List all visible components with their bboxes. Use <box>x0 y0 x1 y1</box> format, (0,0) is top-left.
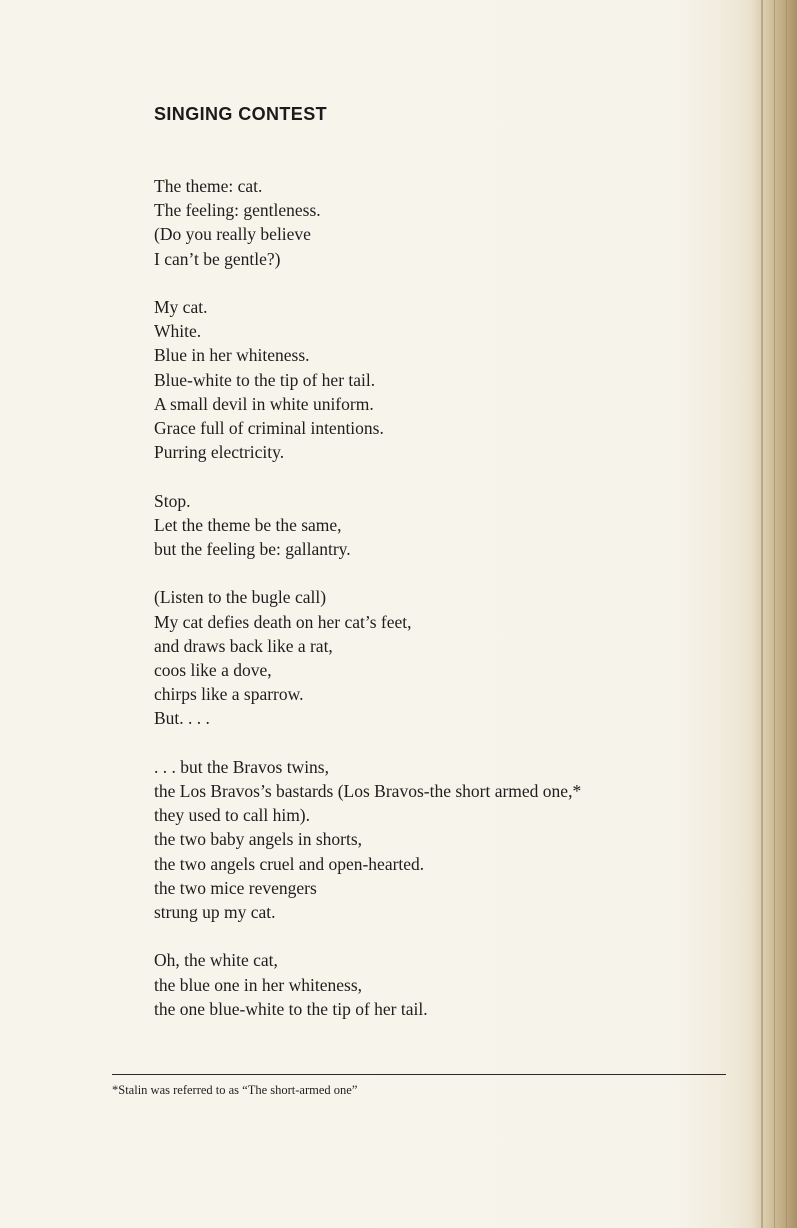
poem-line: Stop. <box>154 490 191 511</box>
poem-line: but the feeling be: gallantry. <box>154 539 351 560</box>
poem-line: the two baby angels in shorts, <box>154 829 363 850</box>
stanza <box>154 585 744 730</box>
poem-line: My cat defies death on her cat’s feet, <box>154 611 412 632</box>
page-edge-line <box>786 0 787 1228</box>
poem-line: The theme: cat. <box>154 176 263 196</box>
poem-body <box>154 174 744 1045</box>
footnote: *Stalin was referred to as “The short-armed one” <box>112 1083 358 1097</box>
poem-line: Blue-white to the tip of her tail. <box>154 369 376 390</box>
poem-line: chirps like a sparrow. <box>154 684 304 705</box>
poem-line: Purring electricity. <box>154 442 285 463</box>
stanza <box>154 489 744 562</box>
poem-line: the two angels cruel and open-hearted. <box>154 853 425 874</box>
poem-line: The feeling: gentleness. <box>154 200 321 221</box>
poem-line: strung up my cat. <box>154 902 276 923</box>
poem-line: But. . . . <box>154 708 210 729</box>
poem-line: the Los Bravos’s bastards (Los Bravos-the short armed one,* <box>154 781 582 802</box>
stanza <box>154 948 744 1021</box>
poem-line: Grace full of criminal intentions. <box>154 418 384 439</box>
poem-line: (Do you really believe <box>154 224 311 245</box>
stanza <box>154 755 744 924</box>
page-binding-edge <box>751 0 797 1228</box>
poem-line: . . . but the Bravos twins, <box>154 756 329 777</box>
poem-line: A small devil in white uniform. <box>154 393 374 414</box>
footnote-divider <box>112 1074 726 1075</box>
poem-line: Oh, the white cat, <box>154 950 278 971</box>
poem-line: and draws back like a rat, <box>154 635 333 656</box>
poem-line: coos like a dove, <box>154 660 272 681</box>
poem-line: (Listen to the bugle call) <box>154 587 327 608</box>
stanza <box>154 295 744 464</box>
poem-line: Blue in her whiteness. <box>154 345 310 366</box>
page-edge-line <box>761 0 763 1228</box>
poem-line: the blue one in her whiteness, <box>154 974 363 995</box>
poem-line: I can’t be gentle?) <box>154 248 281 269</box>
poem-line: White. <box>154 321 202 342</box>
poem-line: the one blue-white to the tip of her tail. <box>154 998 428 1019</box>
poem-line: Let the theme be the same, <box>154 514 342 535</box>
stanza <box>154 174 744 271</box>
page-edge-line <box>774 0 775 1228</box>
poem-line: the two mice revengers <box>154 877 317 898</box>
poem-line: My cat. <box>154 297 208 317</box>
poem-title: SINGING CONTEST <box>154 104 328 124</box>
poem-line: they used to call him). <box>154 805 311 826</box>
